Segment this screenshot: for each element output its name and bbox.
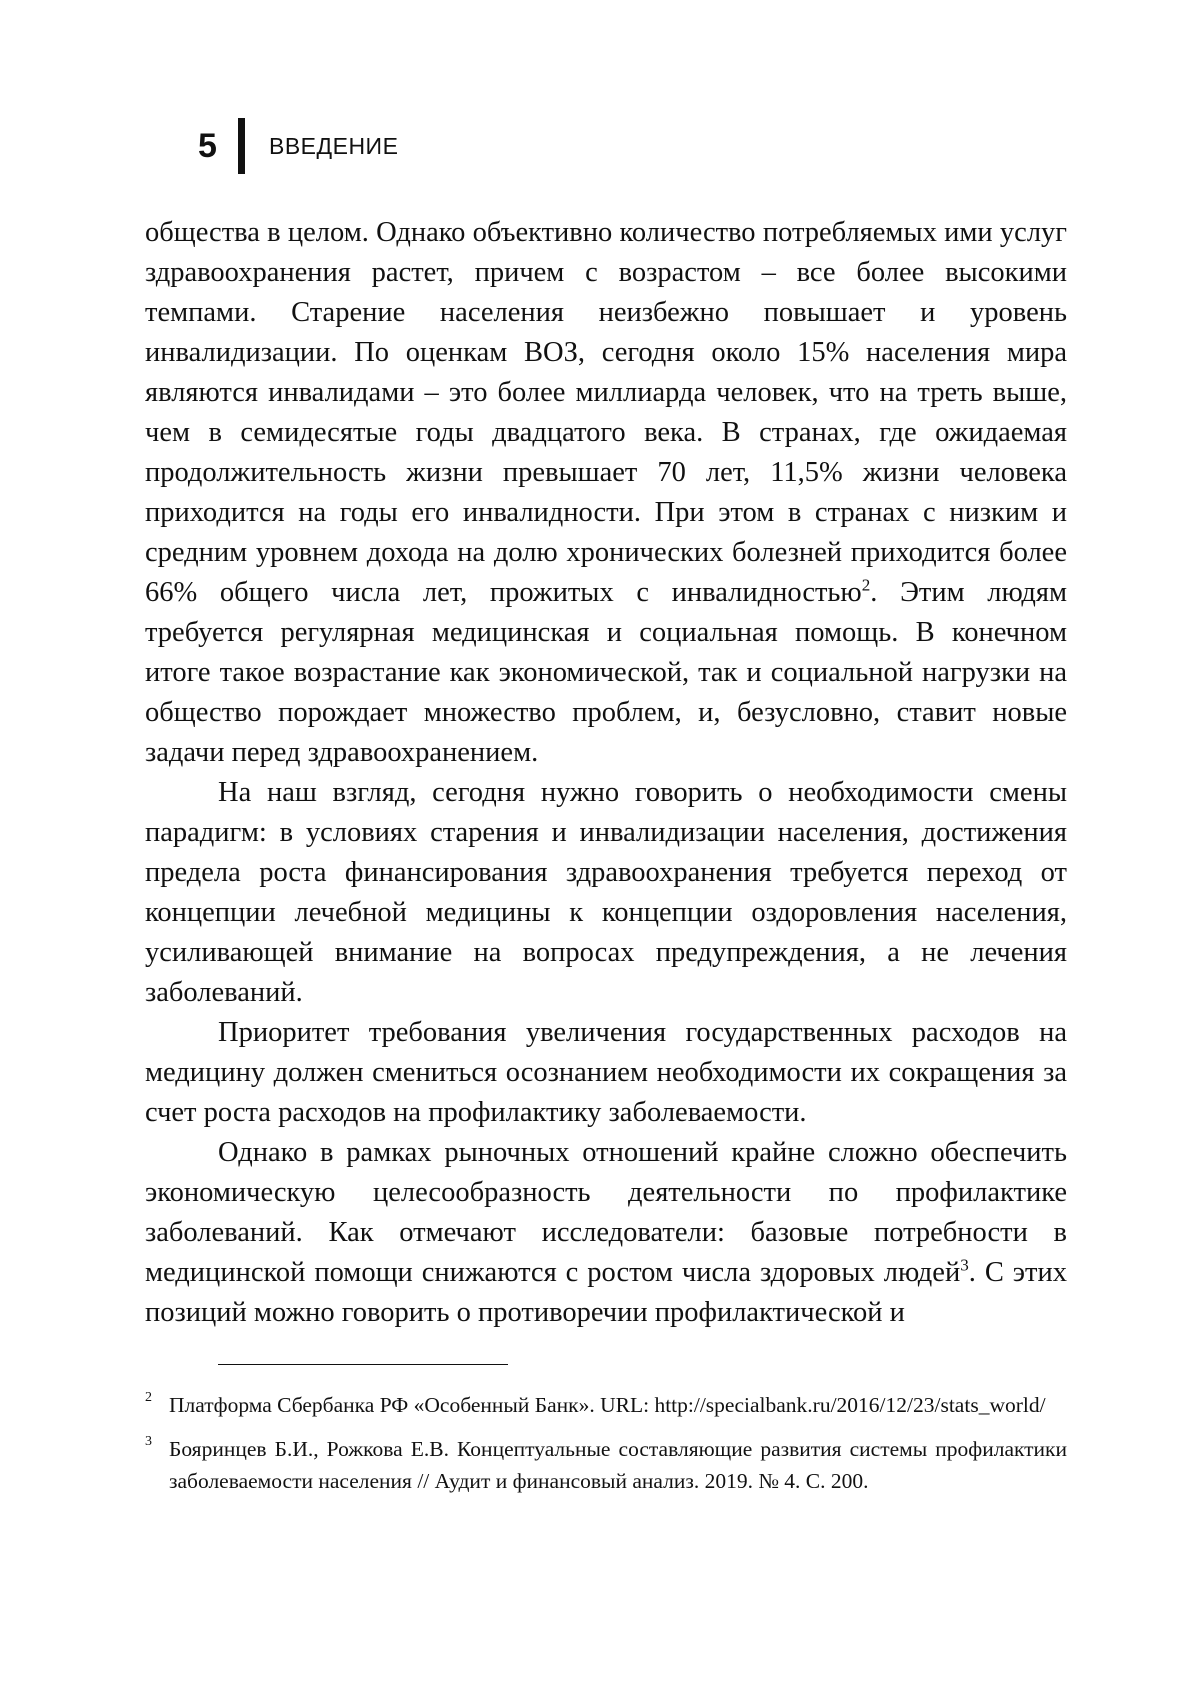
footnote-mark: 2 [145,1390,152,1405]
footnote-3 [145,1433,1067,1497]
section-title: ВВЕДЕНИЕ [269,132,399,159]
footnote-ref-2[interactable]: 2 [861,575,871,595]
footnotes [145,1389,1067,1509]
footnote-text: Платформа Сбербанка РФ «Особенный Банк». URL: http://specialbank.ru/2016/12/23/stats_world/ [169,1393,1046,1417]
paragraph-3: Приоритет требования увеличения государственных расходов на медицину должен смениться осознанием необходимости их сокращения за счет роста расходов на профилактику заболеваемости. [145,1017,1067,1128]
main-text [145,213,1067,1333]
footnote-text: Бояринцев Б.И., Рожкова Е.В. Концептуальные составляющие развития системы профилактики заболеваемости населения // Аудит и финансовый анализ. 2019. № 4. С. 200. [169,1437,1067,1493]
paragraph-1-text-cont: . Этим людям требуется регулярная медицинская и социальная помощь. В конечном итоге такое возрастание как экономической, так и социальной нагрузки на общество порождает множество проблем, и, безусловно, ставит новые задачи перед здравоохранением. [145,577,1067,768]
paragraph-1 [145,213,1067,773]
paragraph-4-text: Однако в рамках рыночных отношений крайне сложно обеспечить экономическую целесообразность деятельности по профилактике заболеваний. Как отмечают исследователи: базовые потребности в медицинской помощи снижаются с ростом числа здоровых людей [145,1137,1067,1288]
paragraph-4 [145,1133,1067,1333]
paragraph-2: На наш взгляд, сегодня нужно говорить о необходимости смены парадигм: в условиях старения и инвалидизации населения, достижения предела роста финансирования здравоохранения требуется переход от концепции лечебной медицины к концепции оздоровления населения, усиливающей внимание на вопросах предупреждения, а не лечения заболеваний. [145,777,1067,1008]
header-divider [238,118,245,174]
paragraph-4-text-cont: . С этих позиций можно говорить о противоречии профилактической и [145,1257,1067,1328]
paragraph-1-text: общества в целом. Однако объективно количество потребляемых ими услуг здравоохранения растет, причем с возрастом – все более высокими темпами. Старение населения неизбежно повышает и уровень инвалидизации. По оценкам ВОЗ, сегодня около 15% населения мира являются инвалидами – это более миллиарда человек, что на треть выше, чем в семидесятые годы двадцатого века. В странах, где ожидаемая продолжительность жизни превышает 70 лет, 11,5% жизни человека приходится на годы его инвалидности. При этом в странах с низким и средним уровнем дохода на долю хронических болезней приходится более 66% общего числа лет, прожитых с инвалидностью [145,217,1067,608]
footnote-2 [145,1389,1067,1421]
footnote-mark: 3 [145,1434,152,1449]
footnote-separator [218,1364,508,1365]
running-head [198,118,398,174]
page-number: 5 [198,127,217,165]
footnote-ref-3[interactable]: 3 [960,1255,969,1275]
